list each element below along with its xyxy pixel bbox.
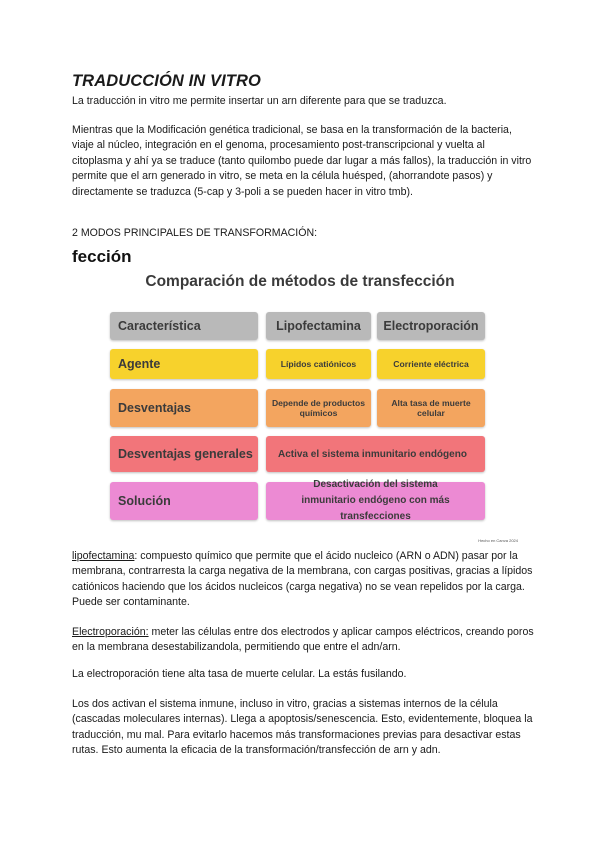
figure-credit: Hecho en Canva 2024 — [478, 538, 518, 543]
cell-agente-electroporacion: Corriente eléctrica — [377, 349, 485, 379]
transfection-comparison-figure — [72, 243, 528, 545]
cell-desventajas-electroporacion: Alta tasa de muerte celular — [377, 389, 485, 427]
cell-agente-lipofectamina: Lípidos catiónicos — [266, 349, 371, 379]
row-label-desventajas: Desventajas — [110, 389, 258, 427]
cell-solucion-merged: Desactivación del sistema inmunitario endógeno con más transfecciones — [266, 482, 485, 520]
table-header-caracteristica: Característica — [110, 312, 258, 340]
cell-desventajas-lipofectamina: Depende de productos químicos — [266, 389, 371, 427]
electroporacion-term: Electroporación: — [72, 626, 149, 638]
lipofectamina-term: lipofectamina — [72, 550, 135, 562]
intro-paragraph: La traducción in vitro me permite insertar un arn diferente para que se traduzca. — [72, 95, 447, 107]
table-header-lipofectamina: Lipofectamina — [266, 312, 371, 340]
row-label-agente: Agente — [110, 349, 258, 379]
figure-title: Comparación de métodos de transfección — [145, 273, 455, 290]
lipofectamina-definition: : compuesto químico que permite que el ácido nucleico (ARN o ADN) pasar por la membrana, contrarresta la carga negativa de la membrana, con cargas positivas, gracias a lípidos catiónicos haciendo que los ácidos nucleicos (carga negativa) no se vean repelidos por la carga. Puede ser contaminante. — [72, 550, 533, 609]
section-heading: 2 MODOS PRINCIPALES DE TRANSFORMACIÓN: — [72, 227, 318, 239]
lipofectamina-paragraph — [72, 549, 534, 611]
comparison-paragraph: Mientras que la Modificación genética tradicional, se basa en la transformación de la bacteria, viaje al núcleo, integración en el genoma, procesamiento post-transcripcional y vuelta al citoplasma y ahí ya se traduce (tanto quilombo puede dar lugar a más fallos), la traducción in vitro permite que el arn generado in vitro, se meta en la célula huésped, (ahorrandote pasos) y directamente se traduzca (5-cap y 3-poli a se pueden hacer in vitro tmb). — [72, 124, 532, 198]
table-header-electroporacion: Electroporación — [377, 312, 485, 340]
electroporacion-paragraph — [72, 625, 534, 656]
cell-death-paragraph: La electroporación tiene alta tasa de muerte celular. La estás fusilando. — [72, 668, 407, 680]
page-title: TRADUCCIÓN IN VITRO — [72, 72, 261, 90]
row-label-desventajas-generales: Desventajas generales — [110, 436, 258, 472]
electroporacion-definition: meter las células entre dos electrodos y aplicar campos eléctricos, creando poros en la membrana desestabilizandola, permitiendo que entre el adn/arn. — [72, 626, 534, 654]
figure-cropped-heading: fección — [72, 247, 132, 266]
immune-system-paragraph: Los dos activan el sistema inmune, incluso in vitro, gracias a sistemas internos de la célula (cascadas moleculares internas). Llega a apoptosis/senescencia. Esto, evidentemente, bloquea la traducción, mu mal. Para evitarlo hacemos más transformaciones previas para desactivar estas rutas. Esto aumenta la eficacia de la transformación/transfección de arn y adn. — [72, 698, 533, 757]
row-label-solucion: Solución — [110, 482, 258, 520]
cell-desventajas-generales-merged: Activa el sistema inmunitario endógeno — [266, 436, 485, 472]
